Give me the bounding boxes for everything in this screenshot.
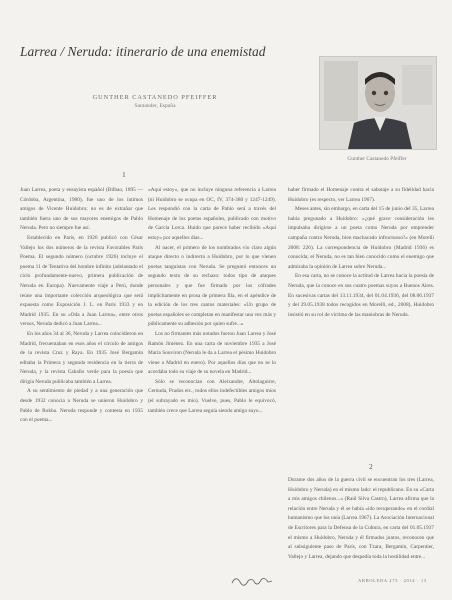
author-photo bbox=[319, 56, 437, 150]
paragraph: «Aquí estoy», que no incluye ninguna referencia a Larrea (ni Huidobro se ocupa en OC, IV, 374-380 y 1247-1249). Les respondió con la carta de Pablo será a través del Homenaje de los poetas españoles, publicado con motivo de García Lorca. Huido que parece haber recibido «Aquí estoy» por aquellos días... bbox=[148, 187, 276, 241]
paragraph: Juan Larrea, poeta y ensayista español (Bilbao, 1895 — Córdoba, Argentina, 1980), fue uno de los íntimos amigos de Vicente Huidobro; no es de extrañar que también fuera uno de sus mayores enemigos de Pablo Neruda. Pero no siempre fue así. bbox=[20, 187, 143, 232]
handwritten-signature bbox=[230, 573, 274, 587]
article-title: Larrea / Neruda: itinerario de una enemistad bbox=[20, 44, 266, 59]
paragraph: A su sentimiento de piedad y a una generación que desde 1932 conocía a Neruda se unieron Huidobro y Pablo de Rokha. Neruda responde y contesta en 1935 con el poema... bbox=[20, 388, 143, 424]
column-3-section-1 bbox=[288, 186, 434, 454]
paragraph: Al nacer, el primero de los nombrados vio claro algún ataque directo o indirecto a Huidobro, por lo que vienen poetas tanguistas con Neruda. Se preguntó entonces un segundo texto de su rechazo: todos tipo de ataques personales y que fue firmado por los cófrades implícitamente en prosa de primera fila, en el apéndice de la edición de los tres cantos materiales: «Un grupo de poetas españoles se completan en manifestar una vez más y públicamente su adhesión por quien sufre...» bbox=[148, 244, 276, 328]
photo-caption: Gunther Castanedo Pfeiffer bbox=[347, 156, 407, 162]
column-1 bbox=[20, 186, 143, 571]
paragraph: Los no firmantes más notados fueron Juan Larrea y José Ramón Jiménez. En una carta de noviembre 1935 a José María Souviron (Neruda le da a Larrea el pésimo Huidobro viene a Madrid en enero). Por aquellos días que no se lo acordaba todo su viaje de su novela en Madrid... bbox=[148, 330, 276, 376]
paragraph: Meses antes, sin embargo, en carta del 15 de junio del 35, Larrea había pregunado a Huidobro: «¿qué grave consideración les impulsaba dirigirse a un poeta como Neruda por emprender campaña contra Neruda, bien machacado infructuoso?» (en Morelli 2008: 226). La correspondencia de Huidobro (Madrid 1936) es conocida; el Neruda, no es tan bien conocido como el enemigo que admiraba la opinión de Larrea sobre Neruda... bbox=[288, 206, 434, 270]
paragraph: Durante dos años de la guerra civil se encuentran los tres (Larrea, Huidobro y Neruda) en el mismo lado: el republicano. En su «Carta a mis amigos chilenos...» (Raúl Silva Castro), Larrea afirma que la relación entre Neruda y él se había «ido recuperando» en el cordial humanismo que los unía (Larrea 1967). La Asociación Internacional de Escritores para la Defensa de la Cultura, en carta del 01.05.1937 el mismo a Huidobro, Neruda y él firmados juntos, reconocen que al subsiguiente paso de París, con Tzara, Bergamín, Carpentier, Vallejo y Larrea, dejando que despedía toda la hostilidad entre... bbox=[288, 477, 434, 560]
column-2 bbox=[148, 186, 276, 571]
page-footer: ARBOLEDA 273 · 2014 · 13 bbox=[358, 578, 427, 583]
author-affiliation: Santander, España bbox=[134, 103, 176, 109]
article-author: GUNTHER CASTANEDO PFEIFFER bbox=[92, 94, 218, 101]
section-number-1: 1 bbox=[122, 170, 126, 179]
paragraph: haber firmado el Homenaje contra el sabotaje a su fidelidad hacia Huidobro (es respecto, ver Larrea 1967). bbox=[288, 187, 434, 203]
section-number-2: 2 bbox=[369, 462, 373, 471]
paragraph: En esa carta, no se conoce la actitud de Larrea hacia la poesía de Neruda, que la conoce en sus cuatro poemas suyos a Buenos Aires. En sucesivas cartas del 13.11.1934, del 01.04.1936, del 08.06.1937 y del 29.05.1938 todos recogidos en Morelli, ed., 2008), Huidobro insistió en su rol de víctima de las maniobras de Neruda. bbox=[288, 273, 434, 318]
column-3-section-2 bbox=[288, 476, 434, 572]
author-portrait-image bbox=[320, 57, 436, 149]
paragraph: Sólo se reconocían con Aleixandre, Altolaguirre, Cernuda, Prados etc., todos ellos indefectibles amigos míos (el subrayado es mío). Vuelve, pues, Pablo le equivocó, también crece que Larrea seguía siendo amigo suyo... bbox=[148, 378, 276, 414]
paragraph: En los años 34 al 36, Neruda y Larrea coincidieron en Madrid, frecuentaban en esos años el círculo de amigos de la revista Cruz y Raya. En 1935 José Bergamín editaba la Primera y segunda residencia en la tierra de Neruda, y la revista Caballo verde para la poesía que dirigía Neruda publicaba también a Larrea. bbox=[20, 330, 143, 385]
paragraph: Establecido en París, en 1926 publicó con César Vallejo los dos números de la revista Favorables París Poema. El segundo número (octubre 1926) incluye el poema 11 de Tentativa del hombre infinito (adelantado el ciclo profundamente-nuevo, primera publicación de Neruda en Europa). Nuevamente viaje a Perú, donde reúne una importante colección arqueológica que será expuesta como Exposición J. L. en París 1933 y en Madrid 1935. En su «Oda a Juan Larrea», entre otros versos, Neruda dedicó a Juan Larrea... bbox=[20, 234, 143, 328]
